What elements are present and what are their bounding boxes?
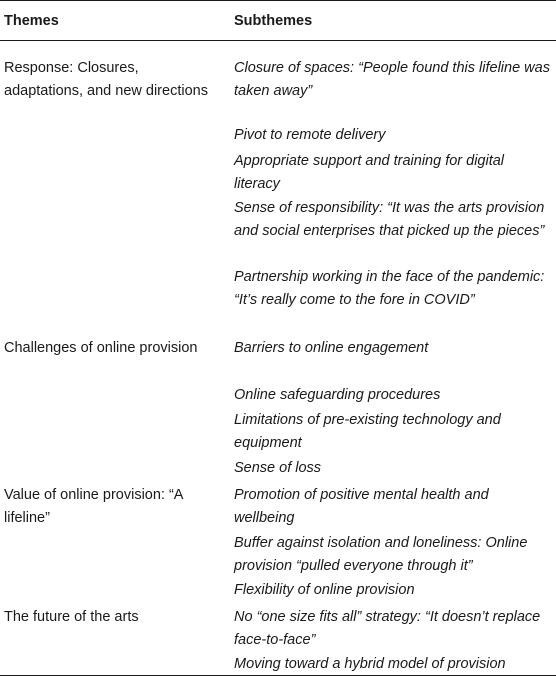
subtheme-cell: Barriers to online engagement bbox=[234, 340, 429, 356]
subtheme-cell: Buffer against isolation and loneliness: Online provision “pulled everyone through it” bbox=[234, 535, 528, 574]
theme-cell: The future of the arts bbox=[4, 609, 139, 625]
subtheme-cell: Moving toward a hybrid model of provision bbox=[234, 656, 506, 672]
subtheme-cell: Sense of responsibility: “It was the arts provision and social enterprises that picked up the pieces” bbox=[234, 200, 545, 239]
header-subthemes: Subthemes bbox=[234, 13, 313, 29]
subtheme-cell: Flexibility of online provision bbox=[234, 582, 415, 598]
subtheme-cell: Pivot to remote delivery bbox=[234, 127, 386, 143]
subtheme-cell: Closure of spaces: “People found this lifeline was taken away” bbox=[234, 60, 550, 99]
theme-cell: Challenges of online provision bbox=[4, 340, 198, 356]
subtheme-cell: Partnership working in the face of the pandemic: “It’s really come to the fore in COVID” bbox=[234, 269, 545, 308]
subtheme-cell: Online safeguarding procedures bbox=[234, 387, 441, 403]
subtheme-cell: Promotion of positive mental health and wellbeing bbox=[234, 487, 489, 526]
subtheme-cell: Appropriate support and training for digital literacy bbox=[234, 153, 505, 192]
theme-cell: Response: Closures, adaptations, and new directions bbox=[4, 60, 208, 99]
header-rule bbox=[0, 40, 556, 41]
subtheme-cell: Limitations of pre-existing technology and equipment bbox=[234, 412, 501, 451]
table-top-rule bbox=[0, 0, 556, 1]
header-themes: Themes bbox=[4, 13, 59, 29]
theme-cell: Value of online provision: “A lifeline” bbox=[4, 487, 183, 526]
subtheme-cell: No “one size fits all” strategy: “It doesn’t replace face-to-face” bbox=[234, 609, 541, 648]
subtheme-cell: Sense of loss bbox=[234, 460, 322, 476]
